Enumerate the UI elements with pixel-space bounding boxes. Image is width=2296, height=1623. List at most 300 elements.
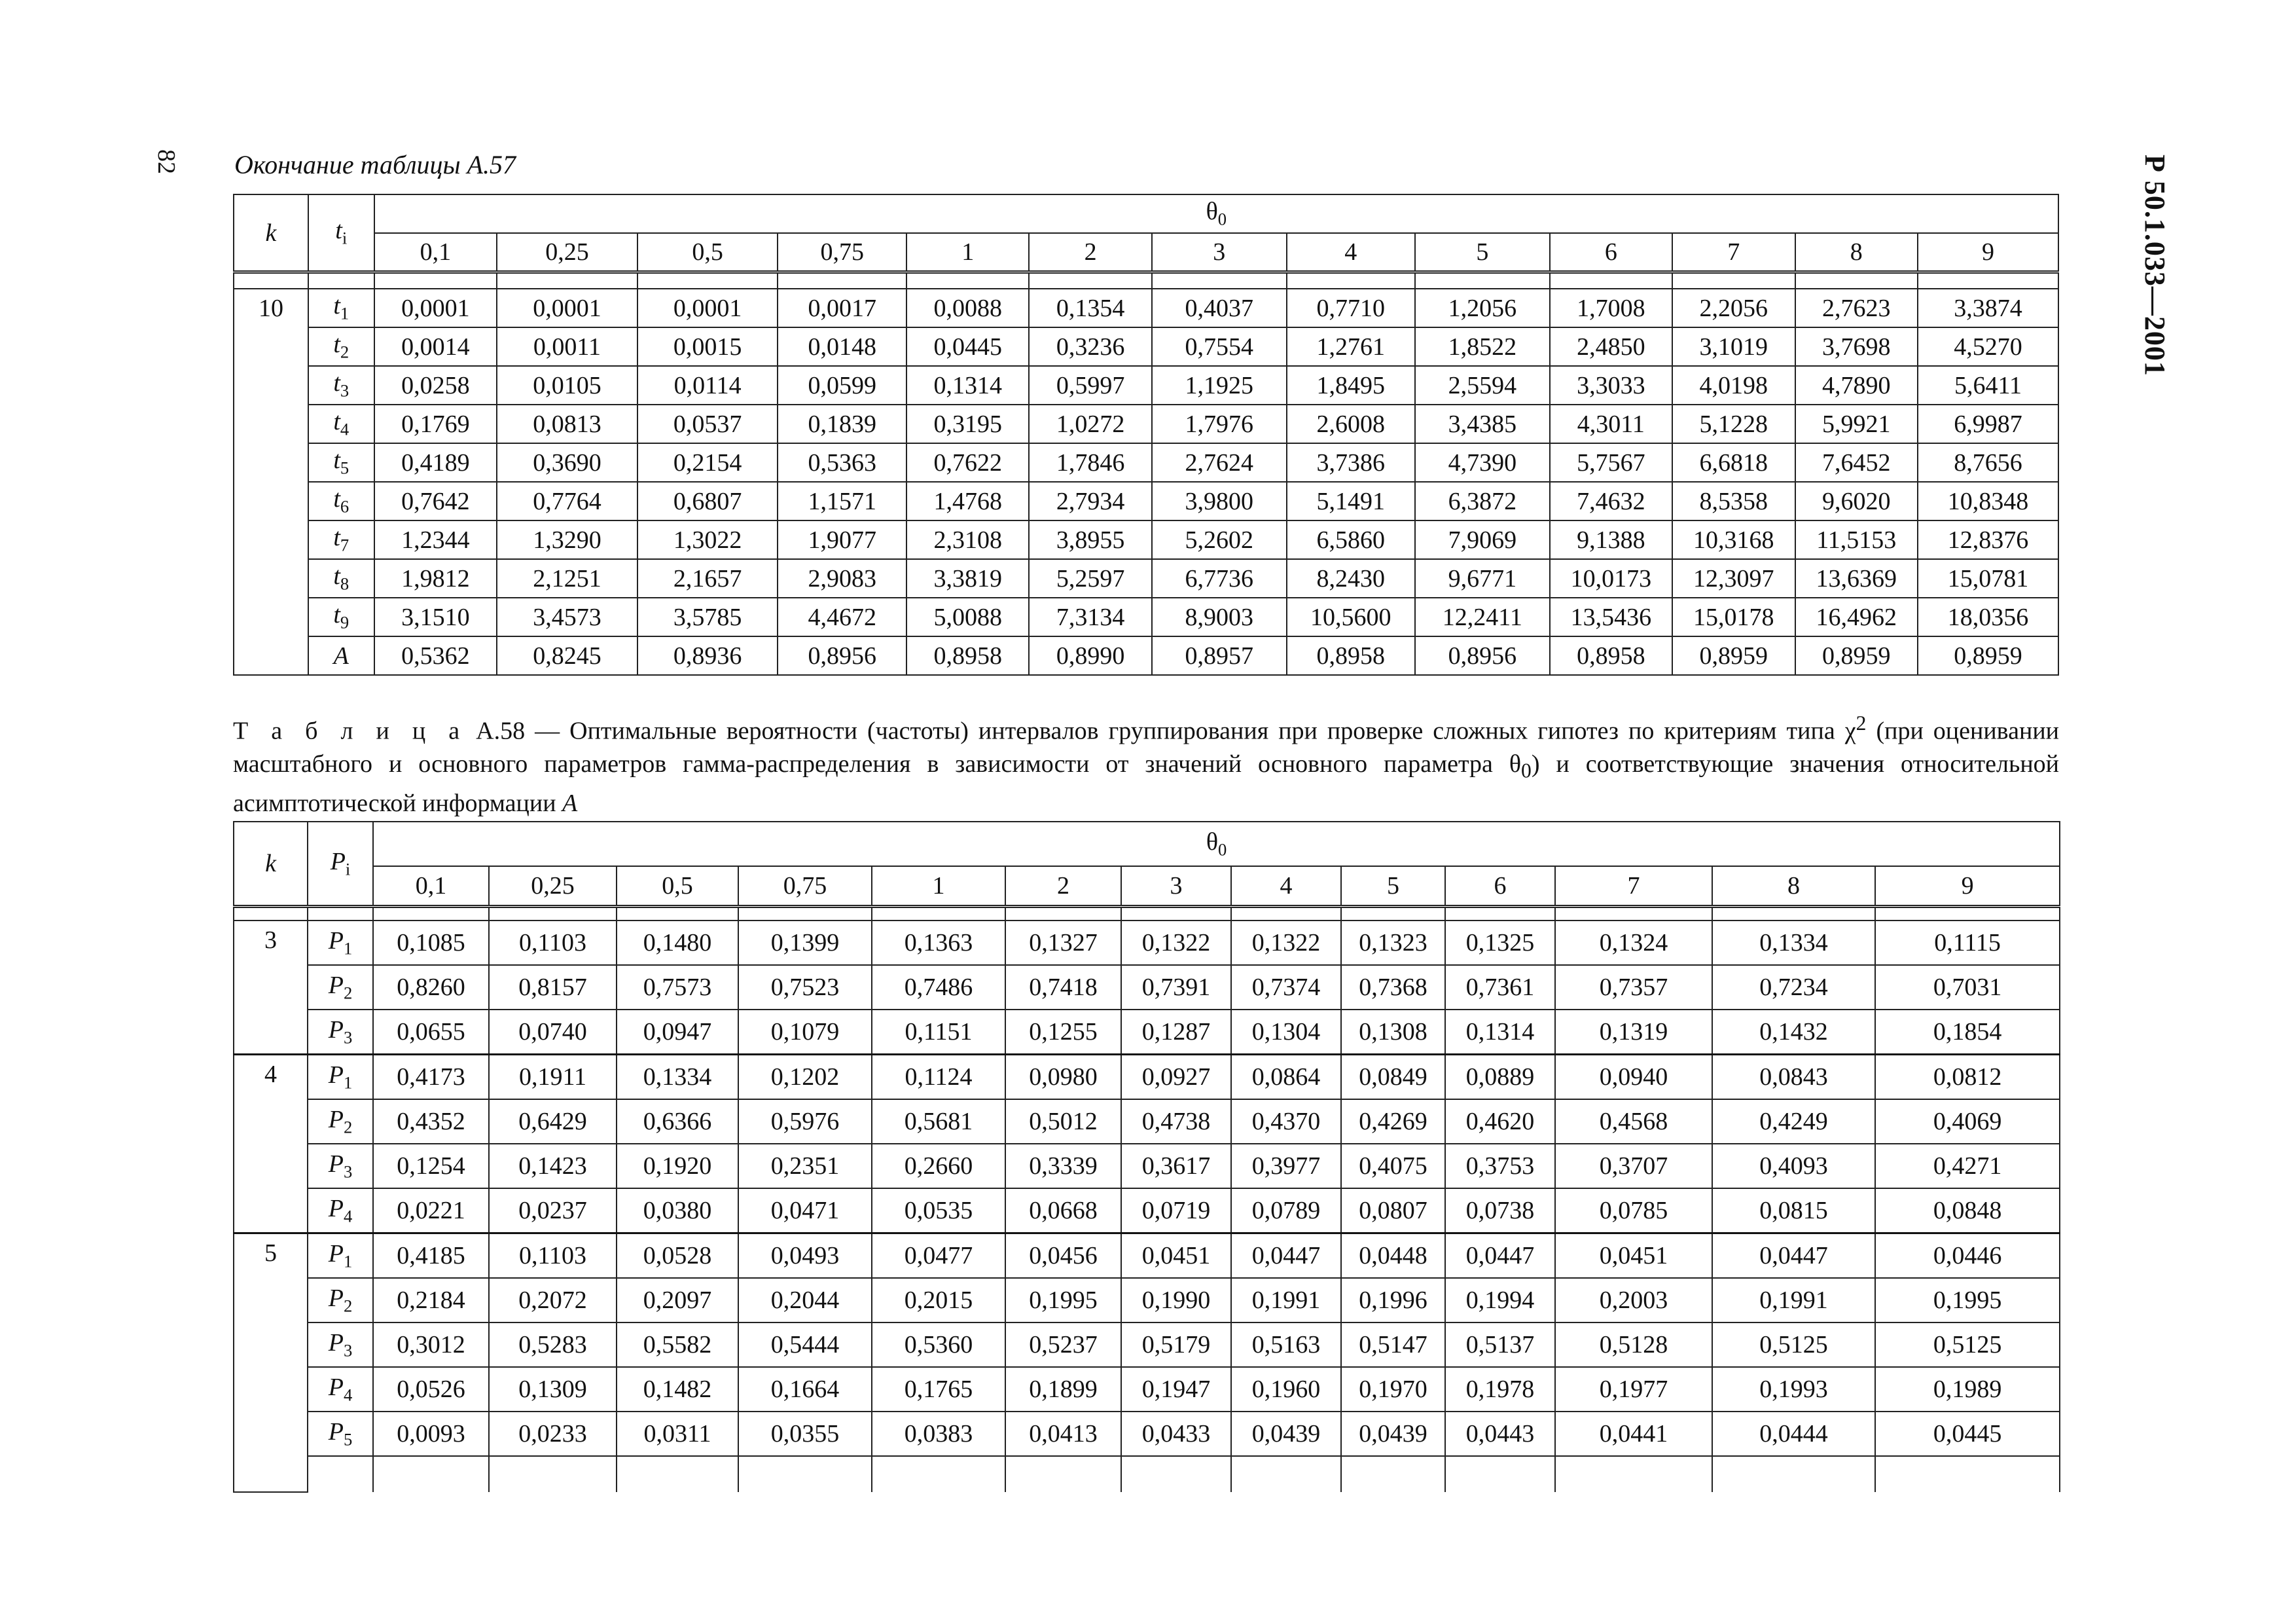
k-value: 4	[234, 1055, 308, 1233]
row-label	[308, 289, 374, 327]
table-cell: 2,3108	[906, 520, 1029, 559]
separator-cell	[497, 272, 637, 289]
table-cell: 0,5147	[1341, 1322, 1445, 1367]
table-cell: 0,2015	[872, 1278, 1005, 1322]
table-cell: 0,0148	[778, 327, 906, 366]
table-cell: 0,4075	[1341, 1144, 1445, 1188]
table-cell: 0,0311	[617, 1412, 738, 1456]
table-cell: 0,8956	[1415, 636, 1550, 675]
table-cell: 0,1769	[374, 405, 497, 443]
table-cell: 0,1325	[1445, 921, 1555, 965]
separator-cell	[1005, 907, 1121, 921]
table-cell: 0,6807	[637, 482, 778, 520]
table-cell: 0,7391	[1121, 965, 1231, 1010]
empty-cell	[1445, 1456, 1555, 1492]
table-cell: 0,4568	[1555, 1099, 1712, 1144]
table-cell: 0,8959	[1918, 636, 2058, 675]
table-cell: 11,5153	[1795, 520, 1918, 559]
table-cell: 1,9077	[778, 520, 906, 559]
theta-value: 7	[1672, 233, 1795, 272]
table-row	[234, 965, 2060, 1010]
table-cell: 0,5444	[738, 1322, 872, 1367]
empty-cell	[489, 1456, 617, 1492]
column-header-k: k	[234, 194, 308, 272]
table-cell: 1,3022	[637, 520, 778, 559]
separator-cell	[1555, 907, 1712, 921]
table-cell: 0,0493	[738, 1233, 872, 1279]
row-label	[308, 1055, 373, 1100]
table-cell: 5,0088	[906, 598, 1029, 636]
table-cell: 2,4850	[1550, 327, 1672, 366]
table-cell: 0,1354	[1029, 289, 1151, 327]
theta-values-row	[234, 233, 2058, 272]
table-cell: 0,0439	[1231, 1412, 1341, 1456]
theta-value: 8	[1795, 233, 1918, 272]
theta-value: 0,1	[374, 233, 497, 272]
row-label-symbol: P	[328, 1284, 344, 1312]
table-cell: 5,1228	[1672, 405, 1795, 443]
table-cell: 0,0413	[1005, 1412, 1121, 1456]
row-label-index: 1	[343, 1072, 353, 1093]
row-label	[308, 327, 374, 366]
row-label-symbol: t	[333, 601, 340, 629]
table-cell: 1,7008	[1550, 289, 1672, 327]
table-cell: 0,1323	[1341, 921, 1445, 965]
table-cell: 0,0528	[617, 1233, 738, 1279]
row-label	[308, 1322, 373, 1367]
theta-value: 7	[1555, 866, 1712, 907]
table-cell: 0,1423	[489, 1144, 617, 1188]
row-label-index: 3	[343, 1161, 353, 1182]
table-cell: 0,2003	[1555, 1278, 1712, 1322]
table-cell: 0,1319	[1555, 1010, 1712, 1055]
table-cell: 10,0173	[1550, 559, 1672, 598]
table-cell: 0,1664	[738, 1367, 872, 1412]
table-cell: 7,3134	[1029, 598, 1151, 636]
table-cell: 0,0441	[1555, 1412, 1712, 1456]
row-label	[308, 636, 374, 675]
table-cell: 0,0815	[1712, 1188, 1875, 1233]
table-cell: 0,4249	[1712, 1099, 1875, 1144]
empty-cell	[738, 1456, 872, 1492]
empty-cell	[617, 1456, 738, 1492]
table-cell: 0,8157	[489, 965, 617, 1010]
table-cell: 1,2056	[1415, 289, 1550, 327]
table-cell: 0,1899	[1005, 1367, 1121, 1412]
table-cell: 0,0114	[637, 366, 778, 405]
table-cell: 0,7374	[1231, 965, 1341, 1010]
table-cell: 0,0813	[497, 405, 637, 443]
table-cell: 5,2597	[1029, 559, 1151, 598]
separator-cell	[1029, 272, 1151, 289]
separator-cell	[1445, 907, 1555, 921]
table-cell: 0,0849	[1341, 1055, 1445, 1100]
table-a57	[233, 194, 2059, 676]
table-cell: 0,1334	[1712, 921, 1875, 965]
table-cell: 0,0927	[1121, 1055, 1231, 1100]
table-cell: 13,5436	[1550, 598, 1672, 636]
separator-cell	[234, 907, 308, 921]
table-cell: 0,0940	[1555, 1055, 1712, 1100]
table-cell: 15,0178	[1672, 598, 1795, 636]
table-cell: 0,1839	[778, 405, 906, 443]
table-cell: 0,0233	[489, 1412, 617, 1456]
table-cell: 1,8495	[1287, 366, 1416, 405]
table-row	[234, 1278, 2060, 1322]
theta-value: 9	[1918, 233, 2058, 272]
table-cell: 0,4269	[1341, 1099, 1445, 1144]
theta-value: 2	[1029, 233, 1151, 272]
table-cell: 7,9069	[1415, 520, 1550, 559]
row-label	[308, 443, 374, 482]
table-cell: 2,1251	[497, 559, 637, 598]
table-cell: 0,8957	[1152, 636, 1287, 675]
table-cell: 0,8956	[778, 636, 906, 675]
table-cell: 0,8958	[1550, 636, 1672, 675]
table-cell: 1,2761	[1287, 327, 1416, 366]
table-cell: 0,0014	[374, 327, 497, 366]
theta-value: 0,25	[497, 233, 637, 272]
table-cell: 5,9921	[1795, 405, 1918, 443]
table-cell: 0,6429	[489, 1099, 617, 1144]
row-label	[308, 520, 374, 559]
table-cell: 2,2056	[1672, 289, 1795, 327]
table-cell: 3,9800	[1152, 482, 1287, 520]
table-row	[234, 520, 2058, 559]
table-row	[234, 366, 2058, 405]
table-cell: 6,7736	[1152, 559, 1287, 598]
table-cell: 3,8955	[1029, 520, 1151, 559]
table-cell: 10,3168	[1672, 520, 1795, 559]
table-cell: 0,1151	[872, 1010, 1005, 1055]
table-cell: 0,3753	[1445, 1144, 1555, 1188]
theta-value: 0,5	[617, 866, 738, 907]
table-cell: 0,0889	[1445, 1055, 1555, 1100]
row-label-symbol: P	[328, 1417, 344, 1446]
table-cell: 12,3097	[1672, 559, 1795, 598]
row-label-index: 4	[340, 420, 350, 439]
table-row	[234, 1055, 2060, 1100]
table-row	[234, 482, 2058, 520]
table-cell: 0,8958	[1287, 636, 1416, 675]
table-cell: 3,7698	[1795, 327, 1918, 366]
separator-cell	[1415, 272, 1550, 289]
separator-cell	[234, 272, 308, 289]
table-cell: 0,0011	[497, 327, 637, 366]
separator-cell	[738, 907, 872, 921]
table-cell: 0,5137	[1445, 1322, 1555, 1367]
table-cell: 1,4768	[906, 482, 1029, 520]
table-cell: 3,4385	[1415, 405, 1550, 443]
table-cell: 7,4632	[1550, 482, 1672, 520]
table-row	[234, 598, 2058, 636]
separator-cell	[617, 907, 738, 921]
table-cell: 0,8959	[1795, 636, 1918, 675]
table-row	[234, 1233, 2060, 1279]
table-cell: 0,0740	[489, 1010, 617, 1055]
table-row	[234, 1367, 2060, 1412]
theta-value: 1	[906, 233, 1029, 272]
table-cell: 0,5582	[617, 1322, 738, 1367]
table-cell: 1,7976	[1152, 405, 1287, 443]
table-cell: 0,0451	[1121, 1233, 1231, 1279]
row-label	[308, 482, 374, 520]
k-value: 10	[234, 289, 308, 675]
table-cell: 0,1993	[1712, 1367, 1875, 1412]
empty-cell	[373, 1456, 489, 1492]
row-label-symbol: t	[333, 369, 340, 397]
empty-cell	[1341, 1456, 1445, 1492]
table-cell: 4,7390	[1415, 443, 1550, 482]
table-row	[234, 636, 2058, 675]
row-label-index: 3	[343, 1027, 353, 1048]
table-cell: 0,5163	[1231, 1322, 1341, 1367]
table-cell: 0,1854	[1875, 1010, 2060, 1055]
table-cell: 0,1994	[1445, 1278, 1555, 1322]
table-cell: 0,0446	[1875, 1233, 2060, 1279]
table-cell: 1,7846	[1029, 443, 1151, 482]
table-cell: 3,3819	[906, 559, 1029, 598]
theta-value: 3	[1121, 866, 1231, 907]
row-label-symbol: A	[333, 642, 349, 670]
table-cell: 0,0445	[906, 327, 1029, 366]
table-cell: 5,2602	[1152, 520, 1287, 559]
theta-value: 6	[1550, 233, 1672, 272]
separator-cell	[308, 907, 373, 921]
table-cell: 0,4037	[1152, 289, 1287, 327]
separator-cell	[1918, 272, 2058, 289]
separator-cell	[1287, 272, 1416, 289]
row-label-symbol: t	[333, 331, 340, 359]
table-cell: 3,1510	[374, 598, 497, 636]
table-cell: 0,1991	[1712, 1278, 1875, 1322]
table-cell: 0,8958	[906, 636, 1029, 675]
table-cell: 3,1019	[1672, 327, 1795, 366]
header-separator	[234, 907, 2060, 921]
theta-value: 0,5	[637, 233, 778, 272]
row-label	[308, 1010, 373, 1055]
row-label-index: 8	[340, 574, 350, 594]
table-row	[234, 559, 2058, 598]
row-label-symbol: P	[328, 1328, 344, 1357]
table-cell: 0,1308	[1341, 1010, 1445, 1055]
table-cell: 0,1287	[1121, 1010, 1231, 1055]
table-cell: 0,1085	[373, 921, 489, 965]
row-label-index: 3	[343, 1340, 353, 1360]
separator-cell	[308, 272, 374, 289]
table-cell: 0,4271	[1875, 1144, 2060, 1188]
table-cell: 0,1079	[738, 1010, 872, 1055]
table-cell: 0,3236	[1029, 327, 1151, 366]
table-cell: 0,1322	[1121, 921, 1231, 965]
table-cell: 0,1309	[489, 1367, 617, 1412]
table-cell: 0,4173	[373, 1055, 489, 1100]
theta-value: 6	[1445, 866, 1555, 907]
theta-value: 0,75	[778, 233, 906, 272]
page-number: 82	[152, 149, 180, 174]
table-cell: 0,1990	[1121, 1278, 1231, 1322]
table-cell: 0,0447	[1712, 1233, 1875, 1279]
row-label-index: 2	[343, 983, 353, 1003]
table-cell: 0,0001	[637, 289, 778, 327]
table-cell: 0,1314	[906, 366, 1029, 405]
table-cell: 0,4189	[374, 443, 497, 482]
empty-cell	[1555, 1456, 1712, 1492]
table-cell: 0,0451	[1555, 1233, 1712, 1279]
column-header-pi: $P_i$	[308, 822, 373, 907]
table-row	[234, 921, 2060, 965]
table-cell: 9,6020	[1795, 482, 1918, 520]
table-cell: 0,0599	[778, 366, 906, 405]
table-cell: 16,4962	[1795, 598, 1918, 636]
table-cell: 0,0848	[1875, 1188, 2060, 1233]
table-a58-caption: Т а б л и ц а А.58 — Оптимальные вероятности (частоты) интервалов группирования при проверке сложных гипотез по критериям типа $\chi^2$ (при оценивании масштабного и основного параметров гамма-распределения в зависимости от значений основного параметра $\theta_0$) и соответствующие значения относительной асимптотической информации A	[233, 712, 2059, 818]
table-cell: 0,1995	[1005, 1278, 1121, 1322]
table-a58	[233, 821, 2060, 1493]
table-cell: 2,9083	[778, 559, 906, 598]
row-label	[308, 405, 374, 443]
row-label-index: 5	[340, 458, 350, 478]
table-cell: 0,0439	[1341, 1412, 1445, 1456]
table-cell: 0,8959	[1672, 636, 1795, 675]
table-cell: 5,7567	[1550, 443, 1672, 482]
table-cell: 0,7357	[1555, 965, 1712, 1010]
table-row	[234, 405, 2058, 443]
table-cell: 0,0864	[1231, 1055, 1341, 1100]
table-cell: 0,0237	[489, 1188, 617, 1233]
table-cell: 0,0807	[1341, 1188, 1445, 1233]
table-cell: 3,5785	[637, 598, 778, 636]
continuation-row	[234, 1456, 2060, 1492]
table-cell: 0,7418	[1005, 965, 1121, 1010]
table-cell: 0,0017	[778, 289, 906, 327]
table-cell: 0,2184	[373, 1278, 489, 1322]
row-label-symbol: t	[333, 447, 340, 475]
table-cell: 0,4370	[1231, 1099, 1341, 1144]
table-cell: 4,4672	[778, 598, 906, 636]
table-cell: 0,2154	[637, 443, 778, 482]
table-cell: 4,0198	[1672, 366, 1795, 405]
separator-cell	[872, 907, 1005, 921]
row-label-index: 2	[340, 342, 350, 362]
row-label	[308, 1412, 373, 1456]
table-cell: 0,1322	[1231, 921, 1341, 965]
table-cell: 2,6008	[1287, 405, 1416, 443]
table-cell: 2,5594	[1415, 366, 1550, 405]
table-cell: 0,0655	[373, 1010, 489, 1055]
table-cell: 0,5997	[1029, 366, 1151, 405]
table-cell: 0,1334	[617, 1055, 738, 1100]
separator-cell	[1550, 272, 1672, 289]
table-cell: 9,6771	[1415, 559, 1550, 598]
table-cell: 0,3012	[373, 1322, 489, 1367]
theta-value: 3	[1152, 233, 1287, 272]
table-cell: 0,5976	[738, 1099, 872, 1144]
theta-value: 8	[1712, 866, 1875, 907]
table-cell: 0,2351	[738, 1144, 872, 1188]
table-cell: 0,0785	[1555, 1188, 1712, 1233]
table-cell: 0,3977	[1231, 1144, 1341, 1188]
table-cell: 8,7656	[1918, 443, 2058, 482]
row-label-symbol: P	[328, 1194, 344, 1222]
table-cell: 0,0088	[906, 289, 1029, 327]
table-cell: 0,8245	[497, 636, 637, 675]
table-row	[234, 1099, 2060, 1144]
table-cell: 0,4620	[1445, 1099, 1555, 1144]
separator-cell	[906, 272, 1029, 289]
empty-cell	[1875, 1456, 2060, 1492]
table-cell: 0,1314	[1445, 1010, 1555, 1055]
table-cell: 0,0444	[1712, 1412, 1875, 1456]
table-cell: 2,7623	[1795, 289, 1918, 327]
empty-cell	[308, 1456, 373, 1492]
table-cell: 0,0433	[1121, 1412, 1231, 1456]
table-cell: 3,4573	[497, 598, 637, 636]
table-cell: 0,0445	[1875, 1412, 2060, 1456]
table-cell: 12,2411	[1415, 598, 1550, 636]
column-header-theta: $\theta_0$	[374, 194, 2058, 233]
table-cell: 0,0843	[1712, 1055, 1875, 1100]
row-label-symbol: P	[328, 971, 344, 999]
row-label	[308, 1188, 373, 1233]
table-cell: 0,1254	[373, 1144, 489, 1188]
table-cell: 6,9987	[1918, 405, 2058, 443]
row-label	[308, 1144, 373, 1188]
table-row	[234, 1412, 2060, 1456]
table-cell: 0,7622	[906, 443, 1029, 482]
table-cell: 0,7573	[617, 965, 738, 1010]
table-cell: 0,0812	[1875, 1055, 2060, 1100]
continuation-title: Окончание таблицы А.57	[234, 150, 516, 179]
table-cell: 1,1571	[778, 482, 906, 520]
row-label-index: 3	[340, 381, 350, 401]
table-cell: 0,0093	[373, 1412, 489, 1456]
table-cell: 4,7890	[1795, 366, 1918, 405]
row-label-symbol: t	[333, 562, 340, 591]
table-cell: 0,1765	[872, 1367, 1005, 1412]
table-cell: 1,0272	[1029, 405, 1151, 443]
table-cell: 0,1920	[617, 1144, 738, 1188]
theta-values-row	[234, 866, 2060, 907]
table-cell: 0,5362	[374, 636, 497, 675]
row-label-symbol: P	[328, 1150, 344, 1178]
table-cell: 0,0471	[738, 1188, 872, 1233]
column-header-ti: $t_i$	[308, 194, 374, 272]
row-label-symbol: P	[328, 1373, 344, 1401]
table-cell: 1,1925	[1152, 366, 1287, 405]
table-cell: 6,3872	[1415, 482, 1550, 520]
table-cell: 0,6366	[617, 1099, 738, 1144]
table-cell: 0,3195	[906, 405, 1029, 443]
table-cell: 0,1304	[1231, 1010, 1341, 1055]
table-cell: 3,7386	[1287, 443, 1416, 482]
theta-value: 9	[1875, 866, 2060, 907]
table-cell: 0,7234	[1712, 965, 1875, 1010]
table-cell: 0,1202	[738, 1055, 872, 1100]
row-label	[308, 1099, 373, 1144]
table-cell: 0,8990	[1029, 636, 1151, 675]
table-cell: 4,5270	[1918, 327, 2058, 366]
row-label-symbol: P	[328, 1105, 344, 1133]
table-cell: 0,7031	[1875, 965, 2060, 1010]
table-cell: 0,3617	[1121, 1144, 1231, 1188]
separator-cell	[1672, 272, 1795, 289]
separator-cell	[1121, 907, 1231, 921]
theta-value: 5	[1415, 233, 1550, 272]
row-label-index: 2	[343, 1296, 353, 1316]
theta-value: 1	[872, 866, 1005, 907]
table-cell: 0,1989	[1875, 1367, 2060, 1412]
